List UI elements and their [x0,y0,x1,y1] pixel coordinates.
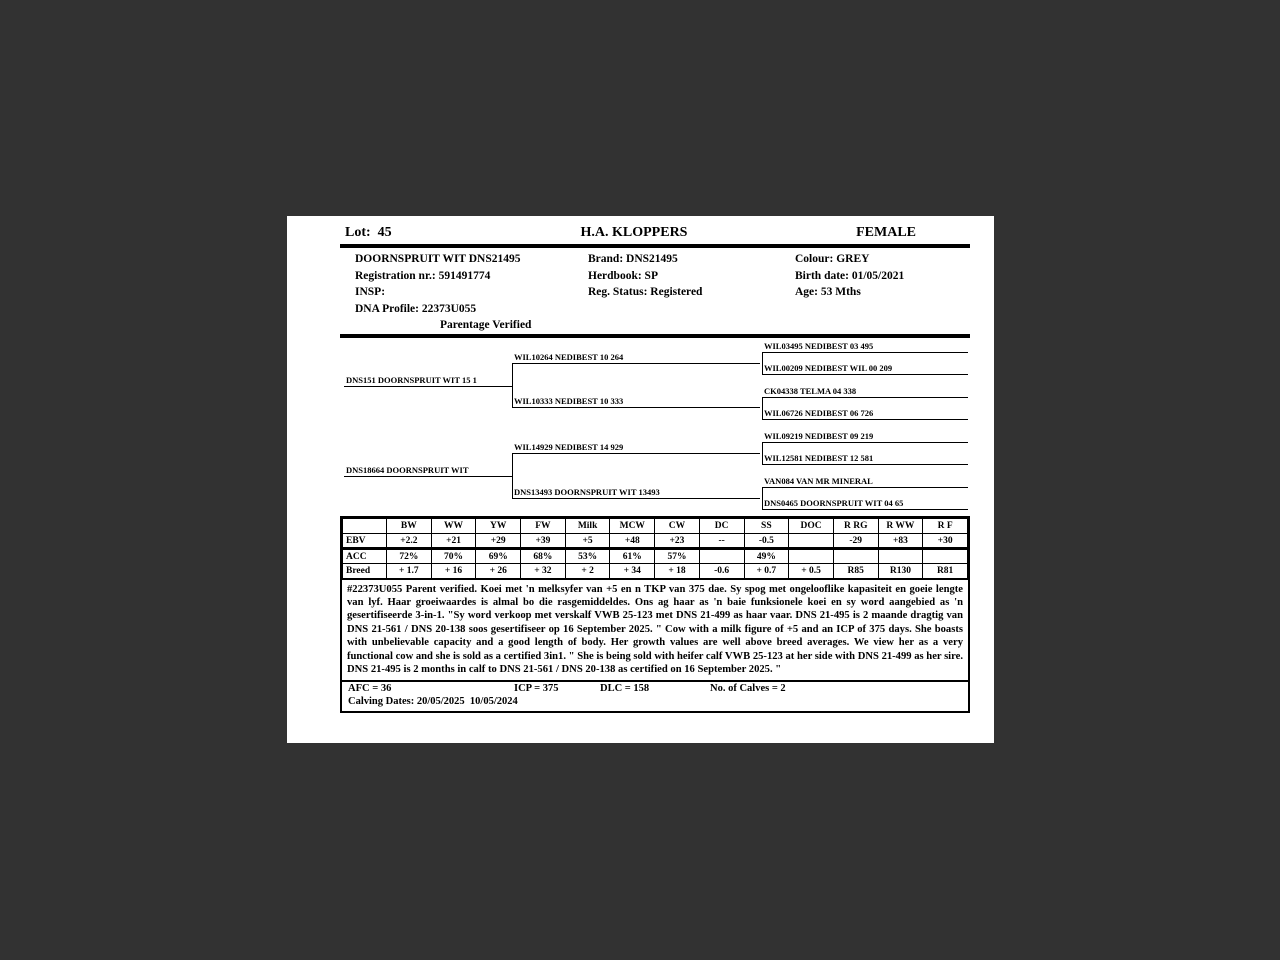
acc-cell [833,549,878,564]
calving-dates: Calving Dates: 20/05/2025 10/05/2024 [348,696,518,708]
pedigree-great-grandparent: DNS0465 DOORNSPRUIT WIT 04 65 [762,498,968,510]
pedigree-connector-line [762,353,763,375]
dna-profile: DNA Profile: 22373U055 [355,302,477,315]
birth-date: Birth date: 01/05/2021 [795,269,905,282]
acc-cell [789,549,834,564]
row-label: ACC [343,549,387,564]
breed-cell: + 18 [655,564,700,579]
header-cell: Milk [565,519,610,534]
header-cell: R WW [878,519,923,534]
acc-cell [923,549,968,564]
ebv-cell: +2.2 [387,534,432,549]
ebv-cell: +5 [565,534,610,549]
ebv-cell: +29 [476,534,521,549]
info-column-left [355,251,531,334]
ebv-cell: -- [699,534,744,549]
header-cell: WW [431,519,476,534]
header-cell: FW [521,519,566,534]
pedigree-dam: DNS18664 DOORNSPRUIT WIT [344,465,512,477]
sex-label: FEMALE [856,225,916,240]
info-column-middle [588,251,702,301]
pedigree-grandparent: WIL10264 NEDIBEST 10 264 [512,352,760,364]
age: Age: 53 Mths [795,286,861,299]
colour: Colour: GREY [795,253,870,265]
breed-cell: R85 [833,564,878,579]
afc-value: AFC = 36 [348,683,392,695]
ebv-row [343,534,968,549]
pedigree-connector-line [512,364,513,408]
parentage-verified: Parentage Verified [440,319,532,332]
header-cell: DC [699,519,744,534]
row-label: Breed [343,564,387,579]
ebv-cell: -29 [833,534,878,549]
fertility-stats [342,680,968,711]
header-cell: YW [476,519,521,534]
breed-cell: R130 [878,564,923,579]
breed-cell: + 1.7 [387,564,432,579]
header-cell: R F [923,519,968,534]
lot-header [340,222,970,244]
pedigree-connector-line [512,454,513,499]
header-cell: BW [387,519,432,534]
acc-cell: 69% [476,549,521,564]
performance-section [340,516,970,713]
pedigree-great-grandparent: VAN084 VAN MR MINERAL [762,476,968,488]
header-cell: DOC [789,519,834,534]
ebv-cell [789,534,834,549]
dlc-value: DLC = 158 [600,683,650,695]
herdbook: Herdbook: SP [588,269,658,282]
header-cell [343,519,387,534]
ebv-cell: +23 [655,534,700,549]
pedigree-grandparent: WIL14929 NEDIBEST 14 929 [512,442,760,454]
acc-cell [699,549,744,564]
header-cell: SS [744,519,789,534]
acc-cell: 72% [387,549,432,564]
divider-pedigree [340,334,970,338]
pedigree-great-grandparent: WIL00209 NEDIBEST WIL 00 209 [762,363,968,375]
pedigree-connector-line [762,488,763,510]
pedigree-sire: DNS151 DOORNSPRUIT WIT 15 1 [344,375,512,387]
breed-cell: + 0.7 [744,564,789,579]
pedigree-great-grandparent: CK04338 TELMA 04 338 [762,386,968,398]
acc-cell: 57% [655,549,700,564]
breed-cell: + 34 [610,564,655,579]
lot-comments: #22373U055 Parent verified. Koei met 'n melksyfer van +5 en n TKP van 375 dae. Sy spog met ongelooflike kapasiteit en goeie lengte van lyf. Haar groeiwaardes is almal bo die rasgemiddeldes. Ons ag haar as 'n baie funksionele koei en sy word aangebied as 'n gesertifiseerde 3-in-1. "Sy word verkoop met verskalf VWB 25-123 met DNS 21-499 as haar vaar. DNS 21-495 is 2 maande dragtig van DNS 21-561 / DNS 20-138 soos gesertifiseer op 16 September 2025. " Cow with a milk figure of +5 and an ICP of 375 days. She boasts with unbelievable capacity and a good length of body. Her growth values are well above breed averages. We view her as a very functional cow and she is sold as a certified 3in1. " She is being sold with heifer calf VWB 25-123 at her side with DNS 21-499 as her sire. DNS 21-495 is 2 months in calf to DNS 21-561 / DNS 20-138 as certified on 16 September 2025. " [347,583,963,675]
pedigree-tree [340,340,970,516]
breed-cell: + 16 [431,564,476,579]
info-column-right [795,251,904,301]
pedigree-great-grandparent: WIL09219 NEDIBEST 09 219 [762,431,968,443]
acc-cell: 49% [744,549,789,564]
breed-cell: + 2 [565,564,610,579]
header-cell: R RG [833,519,878,534]
breed-cell: + 26 [476,564,521,579]
header-cell: MCW [610,519,655,534]
acc-cell: 70% [431,549,476,564]
ebv-cell: +48 [610,534,655,549]
catalog-page [287,216,994,743]
pedigree-grandparent: DNS13493 DOORNSPRUIT WIT 13493 [512,487,760,499]
insp-label: INSP: [355,286,386,299]
acc-cell: 61% [610,549,655,564]
pedigree-connector-line [762,398,763,420]
ebv-cell: +30 [923,534,968,549]
row-label: EBV [343,534,387,549]
pedigree-great-grandparent: WIL06726 NEDIBEST 06 726 [762,408,968,420]
acc-row [343,549,968,564]
ebv-cell: -0.5 [744,534,789,549]
ebv-table [342,518,968,580]
animal-info [340,248,970,334]
icp-value: ICP = 375 [514,683,559,695]
ebv-header-row [343,519,968,534]
lot-number: Lot: 45 [345,225,392,240]
acc-cell: 68% [521,549,566,564]
calves-count: No. of Calves = 2 [710,683,786,695]
brand: Brand: DNS21495 [588,253,678,265]
breed-row [343,564,968,579]
page-content [340,216,970,713]
breed-cell: R81 [923,564,968,579]
ebv-cell: +39 [521,534,566,549]
registration-number: Registration nr.: 591491774 [355,269,491,282]
pedigree-great-grandparent: WIL03495 NEDIBEST 03 495 [762,341,968,353]
pedigree-great-grandparent: WIL12581 NEDIBEST 12 581 [762,453,968,465]
breed-cell: + 32 [521,564,566,579]
pedigree-grandparent: WIL10333 NEDIBEST 10 333 [512,396,760,408]
acc-cell [878,549,923,564]
reg-status: Reg. Status: Registered [588,286,703,299]
acc-cell: 53% [565,549,610,564]
ebv-cell: +21 [431,534,476,549]
pedigree-connector-line [762,443,763,465]
animal-name: DOORNSPRUIT WIT DNS21495 [355,253,521,265]
breeder-name: H.A. KLOPPERS [580,225,688,240]
breed-cell: + 0.5 [789,564,834,579]
header-cell: CW [655,519,700,534]
breed-cell: -0.6 [699,564,744,579]
ebv-cell: +83 [878,534,923,549]
